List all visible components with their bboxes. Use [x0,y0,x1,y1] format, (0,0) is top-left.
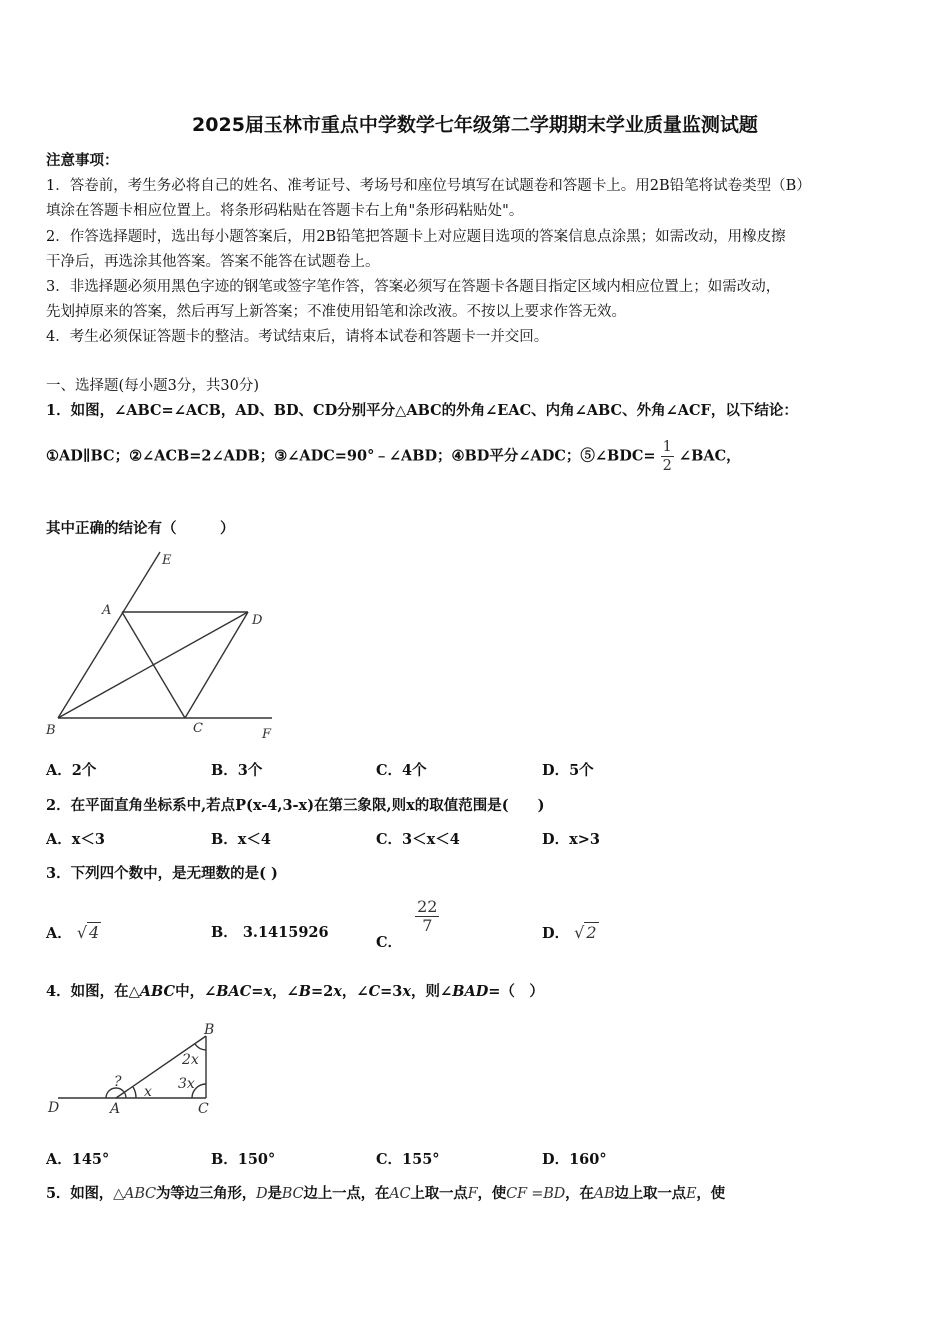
notice-line: 3．非选择题必须用黑色字迹的钢笔或签字笔作答，答案必须写在答题卡各题目指定区域内相应位置上；如需改动， [46,279,781,295]
q3-label-d: D． [542,925,570,942]
q5-text: 为等边三角形， [155,1185,257,1202]
q4-stem-part: =3 [380,983,403,1000]
q5-math: F [467,1186,478,1202]
q4-stem-part: C [368,983,381,1000]
q4-stem-part: ，∠ [341,983,369,1000]
q1-frac-num: 1 [662,439,672,455]
q1-option-b[interactable]: B．3个 [211,762,263,779]
q3-sqrt-4: √ 4 [76,923,100,942]
q4-angle-b-arc [195,1044,206,1050]
q1-option-a[interactable]: A．2个 [46,762,97,779]
q3-frac-den: 7 [422,916,433,935]
q5-math: AC [389,1186,411,1202]
q5-math: BC [281,1186,304,1202]
q4-option-d[interactable]: D．160° [542,1151,607,1168]
q4-stem-part: 4．如图，在△ [46,983,140,1000]
q4-angle-bac-arc [133,1087,136,1098]
q1-frac-den: 2 [662,458,672,474]
q4-label-d: D [48,1100,60,1116]
q4-label-x: x [144,1084,152,1100]
q1-conclusions [46,438,741,475]
q5-math: E [685,1186,697,1202]
q1-label-e: E [162,553,172,568]
q4-stem-part: ABC [139,983,176,1000]
q1-option-c[interactable]: C．4个 [376,762,427,779]
q4-stem-part: ，∠ [272,983,299,1000]
q3-radicand-4: 4 [89,923,100,942]
q5-text: 5．如图， [46,1185,114,1202]
q1-option-d[interactable]: D．5个 [542,762,594,779]
q2-option-a[interactable]: A．x＜3 [46,831,105,848]
q4-stem-part: BAD [452,983,489,1000]
q4-stem-part: = [251,983,264,1000]
q5-text: 是 [267,1185,282,1202]
notice-line: 2．作答选择题时，选出每小题答案后，用2B铅笔把答题卡上对应题目选项的答案信息点涂黑；如需改动，用橡皮擦 [46,229,786,245]
q5-math: AB [593,1186,615,1202]
q3-option-d[interactable] [542,924,599,943]
q3-option-a[interactable] [46,924,101,943]
q3-frac-num: 22 [417,897,438,916]
q5-text: ，在 [565,1185,594,1202]
q4-stem-part: x [402,983,412,1000]
q1-conclusions-a: ①AD∥BC；②∠ACB=2∠ADB；③∠ADC=90°﹣∠ABD；④BD平分∠ADC；⑤∠BDC= [46,447,656,465]
q5-math: △ABC [113,1186,156,1202]
q5-text: ，使 [477,1185,507,1202]
q3-label-a: A． [46,925,72,942]
q1-label-a: A [102,603,112,618]
q4-stem-part: 中，∠ [175,983,217,1000]
q1-label-d: D [252,613,263,628]
q5-math: D [256,1186,268,1202]
q4-label-a: A [110,1101,121,1117]
q3-fraction [415,898,439,935]
q1-label-f: F [262,727,272,742]
page-title: 2025届玉林市重点中学数学七年级第二学期期末学业质量监测试题 [192,114,758,136]
q3-option-b[interactable] [211,924,329,942]
q4-stem-part: ，则∠ [411,983,453,1000]
q5-text: 上取一点 [410,1185,468,1202]
notice-line: 1．答卷前，考生务必将自己的姓名、准考证号、考场号和座位号填写在试题卷和答题卡上。用2B铅笔将试卷类型（B） [46,178,811,194]
q1-stem: 1．如图，∠ABC=∠ACB，AD、BD、CD分别平分△ABC的外角∠EAC、内角∠ABC、外角∠ACF，以下结论： [46,402,798,419]
q3-stem: 3．下列四个数中，是无理数的是( ) [46,865,278,882]
q4-label-c: C [198,1101,209,1117]
q3-option-c[interactable] [376,897,439,951]
q2-option-b[interactable]: B．x＜4 [211,831,271,848]
q4-label-b: B [204,1022,215,1038]
q2-stem: 2．在平面直角坐标系中,若点P(x-4,3-x)在第三象限,则x的取值范围是( ) [46,797,545,814]
section-heading: 一、选择题(每小题3分，共30分) [46,378,259,394]
q5-text: 边上取一点 [614,1185,686,1202]
q4-label-2x: 2x [182,1052,199,1068]
notice-line: 干净后，再选涂其他答案。答案不能答在试题卷上。 [46,254,380,270]
q4-option-b[interactable]: B．150° [211,1151,276,1168]
q4-label-3x: 3x [178,1076,195,1092]
q5-math: CF =BD [506,1186,566,1202]
q4-figure [44,1020,234,1120]
q1-label-c: C [193,721,203,736]
q4-stem-part: x [333,983,342,1000]
q5-text: 边上一点，在 [303,1185,390,1202]
q5-text: ，使 [696,1185,725,1202]
q1-figure [40,548,290,743]
q4-option-a[interactable]: A．145° [46,1151,110,1168]
notice-line: 填涂在答题卡相应位置上。将条形码粘贴在答题卡右上角"条形码粘贴处"。 [46,203,524,219]
q3-value-b: 3.1415926 [242,924,329,941]
q3-radicand-2: 2 [586,923,597,942]
q3-sqrt-2: √ 2 [574,923,597,942]
q4-stem-part: x [263,983,273,1000]
q1-line-be [58,552,160,718]
q4-option-c[interactable]: C．155° [376,1151,440,1168]
q1-line-bd [58,612,248,718]
notice-heading: 注意事项： [46,152,119,169]
notice-line: 4．考生必须保证答题卡的整洁。考试结束后，请将本试卷和答题卡一并交回。 [46,329,549,345]
q1-conclusions-b: ∠BAC， [678,447,741,465]
notice-line: 先划掉原来的答案，然后再写上新答案；不准使用铅笔和涂改液。不按以上要求作答无效。 [46,304,626,320]
q4-stem [46,983,544,1001]
q4-stem-part: =2 [311,983,334,1000]
q1-label-b: B [46,723,56,738]
q1-line-cd [185,612,248,718]
q2-option-d[interactable]: D．x>3 [542,831,600,848]
q1-fraction [661,438,674,475]
q3-label-b: B． [211,924,238,941]
q2-option-c[interactable]: C．3＜x＜4 [376,831,460,848]
q4-stem-part: BAC [216,983,252,1000]
q3-label-c: C． [376,933,403,951]
q4-stem-part: =（ ） [488,983,544,1000]
q4-stem-part: B [298,983,312,1000]
q1-ask: 其中正确的结论有（ ） [46,520,235,537]
q4-label-question: ? [114,1074,122,1090]
q5-stem [46,1185,725,1203]
